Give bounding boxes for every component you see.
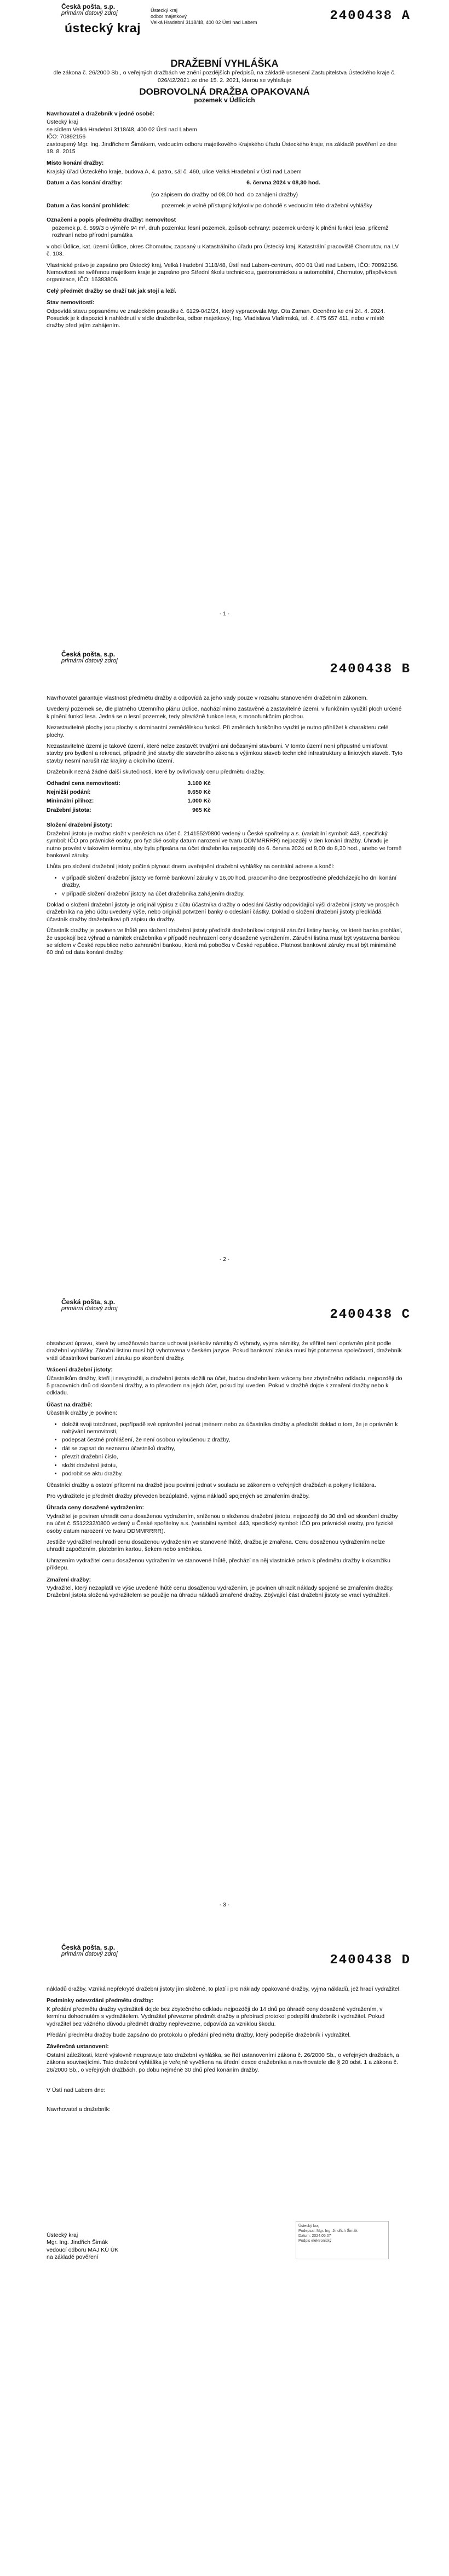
misto-text: Krajský úřad Ústeckého kraje, budova A, 4. patro, sál č. 460, ulice Velká Hradební v Ústí nad Labem	[47, 168, 302, 175]
list-item: • v případě složení dražební jistoty na účet dražebníka zahájením dražby.	[62, 891, 402, 898]
sigbox-line: Podpis elektronický	[298, 2239, 332, 2243]
stamp-line2: primární datový zdroj	[61, 658, 118, 664]
stav-text: Odpovídá stavu popsanému ve znaleckém posudku č. 6129-042/24, který vypracovala Mgr. Ota Zaman. Oceněno ke dni 24. 4. 2024. Posudek je k dispozici k nahlédnutí v sídle dražebníka, odbor majetkový, Ing. Vladislava Vlašimská, tel. č. 475 657 411, nebo v místě dražby před jejím zahájením.	[47, 307, 385, 329]
page-4	[0, 1937, 449, 2576]
doc-intro: dle zákona č. 26/2000 Sb., o veřejných dražbách ve znění pozdějších předpisů, na základě usnesení Zastupitelstva Ústeckého kraje č. 026/42/2021 ze dne 15. 2. 2021, kterou se vyhlašuje	[53, 69, 396, 84]
p4-para1: nákladů dražby. Vzniká nepřekryté dražební jistoty jím složené, to platí i pro náklady opakované dražby, vyjma nákladů, jež hradí vydražitel.	[47, 1986, 401, 1992]
navrh-line: zastoupený Mgr. Ing. Jindřichem Šimákem, vedoucím odboru majetkového Krajského úřadu Ústeckého kraje, na základě pověření ze dne 18. 8. 2015	[47, 141, 397, 155]
page-2-content	[47, 695, 402, 961]
stamp-line2: primární datový zdroj	[61, 1305, 118, 1312]
stav-heading: Stav nemovitostí:	[47, 299, 95, 306]
post-stamp	[61, 1299, 118, 1312]
prohl-row	[47, 202, 402, 210]
page-footer: - 2 -	[220, 1257, 229, 1263]
stamp-line1: Česká pošta, s.p.	[61, 650, 116, 658]
navrh-label: Navrhovatel a dražebník:	[47, 2106, 111, 2113]
kraj-logo: ústecký kraj	[65, 21, 141, 35]
datum-heading: Datum a čas konání dražby:	[47, 179, 123, 187]
jist-text3: Doklad o složení dražební jistoty je originál výpisu z účtu účastníka dražby o odeslání částky odpovídající výši dražební jistoty ve prospěch dražebníka na jeho účtu uvedený výše, nebo originál potvrzení banky o odeslání částky. Doklad o složení dražební jistoty předkládá účastník dražby dražebníkovi při zápisu do dražby.	[47, 901, 399, 923]
addr-line2: odbor majetkový	[151, 14, 187, 19]
p2-para3: Nezastavitelné plochy jsou plochy s dominantní zemědělskou funkcí. Při změnách funkčního využití je nutno přihlížet k charakteru celé plochy.	[47, 724, 389, 739]
list-item: • složit dražební jistotu,	[62, 1462, 402, 1469]
cely-text: Celý předmět dražby se draží tak jak stojí a leží.	[47, 287, 176, 294]
ucast-text2: Účastníci dražby a ostatní přítomní na dražbě jsou povinni jednat v souladu se zákonem o veřejných dražbách a pokyny licitátora.	[47, 1481, 376, 1488]
value-amount: 965 Kč	[192, 806, 211, 813]
addr-line3: Velká Hradební 3118/48, 400 02 Ústí nad Labem	[151, 20, 257, 25]
prohl-text: pozemek je volně přístupný kdykoliv po dohodě s vedoucím této dražební vyhlášky	[162, 202, 372, 210]
podm-text: K předání předmětu dražby vydražiteli dojde bez zbytečného odkladu nejpozději do 14 dnů po úhradě ceny dosažené vydražením, v termínu dohodnutém s vydražitelem. Vydražitel převezme předmět dražby a přebírací protokol podepíší dražebník i vydražitel. Pokud vydražitel bez vážného důvodu předmět dražby nepřevezme, odpovídá za vzniklou škodu.	[47, 2005, 385, 2027]
stamp-line1: Česká pošta, s.p.	[61, 1298, 116, 1306]
ozn-text1: pozemek p. č. 599/3 o výměře 94 m², druh pozemku: lesní pozemek, způsob ochrany: pozemek určený k plnění funkcí lesa, přičemž rozhraní nebo přírodní památka	[52, 224, 389, 239]
p3-para1: obsahovat úpravu, které by umožňovalo bance uchovat jakékoliv námitky či výhrady, vyjma námitky, že věřitel není oprávněn plnit podle dražební vyhlášky. Záruční listinu musí být vyhotovena v českém jazyce. Pokud bankovní záruka musí být potvrzena společností, dražebník vrátí účastníkovi bankovní záruku po skončení dražby.	[47, 1340, 402, 1362]
uhrada-text2: Jestliže vydražitel neuhradí cenu dosaženou vydražením ve stanovené lhůtě, dražba je zmařena. Cenu dosaženou vydražením nelze uhradit započtením, platebním kartou, šekem nebo směnkou.	[47, 1538, 385, 1553]
stamp-line1: Česká pošta, s.p.	[61, 1944, 116, 1951]
page-number-stamp: 2400438 D	[330, 1953, 411, 1968]
ucast-text: Účastník dražby je povinen:	[47, 1410, 117, 1417]
value-row	[47, 798, 211, 805]
page-2	[0, 646, 449, 1286]
datum-row	[47, 179, 402, 187]
zmar-text: Vydražitel, který nezaplatil ve výše uvedené lhůtě cenu dosaženou vydražením, je povinen uhradit náklady spojené se zmařením dražby. Dražební jistota složená vydražitelem se použije na úhradu nákladů zmařené dražby. Zbývající část dražební jistoty se vrací vydražiteli.	[47, 1584, 394, 1599]
vrac-text: Účastníkům dražby, kteří ji nevydražili, a dražební jistota složili na účet, budou dražebníkem vráceny bez zbytečného odkladu, nejpozději do 5 pracovních dnů od skončení dražby, a to převodem na jejich účet, pokud byl uveden. Pokud v dražbě dojde k zmaření dražby nebo k odkladu.	[47, 1375, 402, 1397]
prava-text: Vlastnické právo je zapsáno pro Ústecký kraj, Velká Hradební 3118/48, Ústí nad Labem-centrum, 400 01 Ústí nad Labem, IČO: 70892156. Nemovitosti se svěřenou majetkem kraje je zapsáno pro Střední školu technickou, gastronomickou a automobilní, Chomutov, příspěvková organizace, IČO: 16383806.	[47, 261, 399, 283]
navrh-line: se sídlem Velká Hradební 3118/48, 400 02 Ústí nad Labem	[47, 126, 197, 133]
auction-type: DOBROVOLNÁ DRAŽBA OPAKOVANÁ	[139, 86, 310, 97]
sigbox-line: Podepsal: Mgr. Ing. Jindřich Šimák	[298, 2229, 358, 2233]
misto-heading: Místo konání dražby:	[47, 160, 104, 167]
page-1	[0, 0, 449, 640]
e-signature-box	[296, 2221, 389, 2259]
jist-text4: Účastník dražby je povinen ve lhůtě pro složení dražební jistoty předložit dražebníkovi originál záruční listiny banky, ve které banka prohlásí, že uspokojí bez výhrad a námitek dražebníka v případě neuhrazení ceny dosažené vydražením. Záruční listina musí být vystavena bankou se sídlem v České republice nebo zahraniční bankou, která má pobočku v České republice. Platnost bankovní záruky musí být minimálně 60 dnů od data konání dražby.	[47, 927, 402, 956]
post-stamp	[61, 3, 118, 16]
list-item: • v případě složení dražební jistoty ve formě bankovní záruky v 16,00 hod. pracovního dne bezprostředně předcházejícího dni konání dražby,	[62, 875, 402, 889]
addr-line1: Ústecký kraj	[151, 8, 178, 13]
zav-heading: Závěrečná ustanovení:	[47, 2043, 109, 2050]
list-item: • převzít dražební číslo,	[62, 1453, 402, 1461]
ozn-heading: Označení a popis předmětu dražby: nemovitost	[47, 216, 176, 223]
value-row	[47, 789, 211, 796]
page-4-content	[47, 1986, 402, 2118]
value-row	[47, 807, 211, 814]
vrac-heading: Vrácení dražební jistoty:	[47, 1366, 113, 1374]
page-number-stamp: 2400438 A	[330, 9, 411, 24]
jist-text2: Lhůta pro složení dražební jistoty počíná plynout dnem uveřejnění dražební vyhlášky na centrální adrese a končí:	[47, 863, 335, 870]
uhrada-text: Vydražitel je povinen uhradit cenu dosaženou vydražením, sníženou o složenou dražební jistotu, nejpozději do 30 dnů od skončení dražby na účet č. 5512232/0800 vedený u České spořitelny a.s. (variabilní symbol: 443, specifický symbol: IČO pro právnické osoby, pro fyzické osoby datum narození ve tvaru DDMMRRRR).	[47, 1513, 398, 1534]
list-item: • dát se zapsat do seznamu účastníků dražby,	[62, 1445, 402, 1452]
sig-line: vedoucí odboru MAJ KÚ ÚK	[47, 2246, 119, 2253]
p2-para1: Navrhovatel garantuje vlastnost předmětu dražby a odpovídá za jeho vady pouze v rozsahu stanoveném dražebním zákonem.	[47, 695, 368, 701]
sigbox-line: Ústecký kraj	[298, 2224, 320, 2228]
value-label: Nejnižší podání:	[47, 789, 91, 796]
page-number-stamp: 2400438 B	[330, 662, 411, 677]
uhrada-text3: Uhrazením vydražitel cenu dosaženou vydražením ve stanovené lhůtě, přechází na něj vlastnické právo k předmětu dražby k okamžiku příklepu.	[47, 1557, 390, 1572]
navrh-line: Ústecký kraj	[47, 119, 78, 126]
page-number-stamp: 2400438 C	[330, 1307, 411, 1322]
list-item: • podrobit se aktu dražby.	[62, 1470, 402, 1478]
p2-para2: Uvedený pozemek se, dle platného Územního plánu Údlice, nachází mimo zastavěné a zastavitelné území, v funkčním využití ploch určené k plnění funkcí lesa. Jedná se o lesní pozemek, tedy převážně funkce lesa, s monofunkčním plochou.	[47, 706, 402, 720]
page-footer: - 1 -	[220, 611, 229, 617]
zmar-heading: Zmaření dražby:	[47, 1576, 91, 1583]
sigbox-line: Datum: 2024.05.07	[298, 2234, 331, 2238]
ucast-list	[47, 1421, 402, 1478]
navrh-heading: Navrhovatel a dražebník v jedné osobě:	[47, 111, 155, 118]
prohl-heading: Datum a čas konání prohlídek:	[47, 202, 130, 210]
stamp-line1: Česká pošta, s.p.	[61, 3, 116, 10]
sig-line: Mgr. Ing. Jindřich Šimák	[47, 2239, 108, 2246]
value-label: Dražební jistota:	[47, 806, 91, 813]
page-footer: - 3 -	[220, 1902, 229, 1908]
navrh-line: IČO: 70892156	[47, 133, 86, 141]
pro-text: Pro vydražitele je předmět dražby převeden bezúplatně, vyjma nákladů spojených se zmařením dražby.	[47, 1492, 310, 1499]
jist-text1: Dražební jistotu je možno složit v penězích na účet č. 2141552/0800 vedený u České spořitelny a.s. (variabilní symbol: 443, specifický symbol: IČO pro právnické osoby, pro fyzické osoby datum narození ve tvaru DDMMRRRR) nejpozději v den konání dražby. Úhradu je nutno provést v takovém termínu, aby byla připsána na účet dražebníka nejpozději do 6. června 2024 od 8,00 do 8,30 hod., anebo ve formě bankovní záruky.	[47, 830, 402, 859]
page-3-content	[47, 1340, 402, 1603]
p2-para5: Dražebník nezná žádné další skutečnosti, které by ovlivňovaly cenu předmětu dražby.	[47, 769, 265, 776]
price-values	[47, 780, 211, 815]
value-label: Minimální příhoz:	[47, 798, 94, 805]
stamp-line2: primární datový zdroj	[61, 1951, 118, 1957]
signature-block	[47, 2232, 118, 2261]
value-amount: 9.650 Kč	[187, 789, 211, 796]
sig-line: Ústecký kraj	[47, 2232, 78, 2238]
header-address	[151, 8, 257, 26]
sig-line: na základě pověření	[47, 2254, 99, 2261]
auction-subject: pozemek v Údlicích	[194, 96, 255, 104]
mesto-text: V Ústí nad Labem dne:	[47, 2087, 106, 2094]
stamp-line2: primární datový zdroj	[61, 10, 118, 16]
datum-value: 6. června 2024 v 08,30 hod.	[246, 179, 320, 187]
ucast-heading: Účast na dražbě:	[47, 1401, 93, 1408]
post-stamp	[61, 651, 118, 664]
value-label: Odhadní cena nemovitosti:	[47, 780, 120, 787]
value-amount: 3.100 Kč	[187, 780, 211, 787]
jist-heading: Složení dražební jistoty:	[47, 822, 113, 829]
p2-para4: Nezastavitelné území je takové území, které nelze zastavět trvalými ani dočasnými stavbami. V tomto území není přípustné umisťovat stavby pro bydlení a rekreaci, případně jiné stavby dle stavebního zákona s výjimkou staveb technické infrastruktury a liniových staveb. Tyto stavby nesmí narušit ráz krajiny a okolního území.	[47, 743, 402, 764]
list-item: • doložit svoji totožnost, popřípadě své oprávnění jednat jménem nebo za účastníka dražby a předložit doklad o tom, že je oprávněn k nabývání nemovitosti,	[62, 1421, 402, 1436]
post-stamp	[61, 1944, 118, 1957]
zav-text: Ostatní záležitosti, které výslovně neupravuje tato dražební vyhláška, se řídí ustanoveními zákona č. 26/2000 Sb., o veřejných dražbách, a zákona souvisejícími. Tato dražební vyhláška je veřejně vyvěšena na úřední desce dražebníka a navrhovatele dle § 20 odst. 1 a zákona č. 26/2000 Sb., o veřejných dražbách, po dobu nejméně 30 dnů před konáním dražby.	[47, 2051, 399, 2073]
doc-title: DRAŽEBNÍ VYHLÁŠKA	[170, 58, 279, 69]
list-item: • podepsat čestné prohlášení, že není osobou vyloučenou z dražby,	[62, 1437, 402, 1444]
value-amount: 1.000 Kč	[187, 798, 211, 805]
podm-heading: Podmínky odevzdání předmětu dražby:	[47, 1997, 154, 2004]
page-3	[0, 1291, 449, 1931]
jist-list	[47, 875, 402, 898]
navrh-block	[47, 119, 402, 155]
page-1-content	[47, 60, 402, 334]
uhrada-heading: Úhrada ceny dosažené vydražením:	[47, 1504, 144, 1511]
ozn-text2: v obci Údlice, kat. území Údlice, okres Chomutov, zapsaný u Katastrálního úřadu pro Ústecký kraj, Katastrální pracoviště Chomutov, na LV č. 103.	[47, 243, 399, 258]
podm-text2: Předání předmětu dražby bude zapsáno do protokolu o předání předmětu dražby, který podepíše dražebník i vydražitel.	[47, 2032, 351, 2039]
datum-note: (so zápisem do dražby od 08,00 hod. do zahájení dražby)	[151, 191, 298, 198]
value-row	[47, 780, 211, 787]
